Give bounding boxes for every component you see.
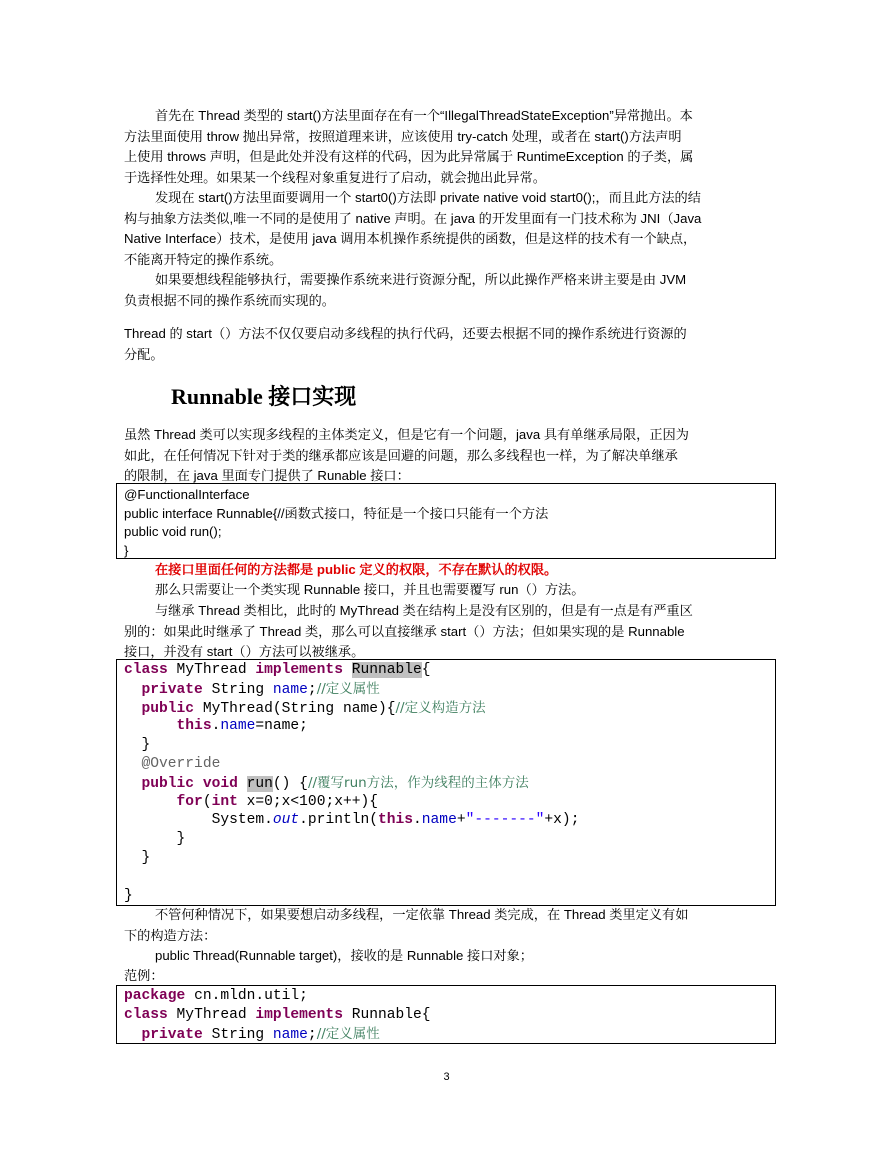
comment: //定义构造方法 xyxy=(395,699,486,716)
runnable-interface-box xyxy=(116,483,776,559)
text-line: 发现在 start()方法里面要调用一个 start0()方法即 private native void start0();，而且此方法的结 xyxy=(155,190,701,205)
text-line: 分配。 xyxy=(124,346,164,362)
code-line xyxy=(124,830,775,849)
code-text: Runnable{ xyxy=(342,1006,431,1023)
comment: //覆写run方法，作为线程的主体方法 xyxy=(307,774,529,791)
field: name xyxy=(220,718,256,735)
text-line: 首先在 Thread 类型的 start()方法里面存在有一个“IllegalThreadStateException”异常抛出。本 xyxy=(155,108,693,123)
code-text: . xyxy=(211,718,221,735)
code-text: cn.mldn.util; xyxy=(185,988,308,1004)
code-text: ; xyxy=(307,681,317,698)
comment: //定义属性 xyxy=(316,680,380,697)
code-text: MyThread(String name){ xyxy=(194,700,396,717)
code-text: () { xyxy=(272,775,308,792)
code-text: x=0;x<100;x++){ xyxy=(237,793,378,810)
text-line: Native Interface）技术，是使用 java 调用本机操作系统提供的函数，但是这样的技术有一个缺点， xyxy=(124,231,697,247)
text-line: 别的：如果此时继承了 Thread 类，那么可以直接继承 start（）方法；但如果实现的是 Runnable xyxy=(124,623,685,639)
code-line xyxy=(124,717,775,736)
annotation: @Override xyxy=(141,755,221,772)
code-line xyxy=(124,793,775,812)
text-line: 上使用 throws 声明，但是此处并没有这样的代码，因为此异常属于 RuntimeException 的子类，属 xyxy=(124,149,694,165)
section-heading: Runnable 接口实现 xyxy=(171,384,357,409)
code-line: @FunctionalInterface xyxy=(124,487,250,502)
code-line xyxy=(124,868,775,887)
text-line: 于选择性处理。如果某一个线程对象重复进行了启动，就会抛出此异常。 xyxy=(124,169,546,185)
text-line: 虽然 Thread 类可以实现多线程的主体类定义，但是它有一个问题，java 具有单继承局限，正因为 xyxy=(124,427,689,442)
code-line xyxy=(124,661,775,680)
paragraph-jvm xyxy=(124,270,778,311)
code-line xyxy=(124,987,775,1006)
public-permission-note: 在接口里面任何的方法都是 public 定义的权限，不存在默认的权限。 xyxy=(155,562,558,577)
code-text: MyThread xyxy=(167,1006,256,1023)
code-text: +x); xyxy=(544,812,580,829)
code-text: .println( xyxy=(299,812,378,829)
paragraph-implement-runnable: 那么只需要让一个类实现 Runnable 接口，并且也需要覆写 run（）方法。 xyxy=(155,582,585,597)
code-line xyxy=(124,1006,775,1025)
paragraph-compare-thread xyxy=(124,601,778,663)
keyword: package xyxy=(124,988,186,1004)
page-number: 3 xyxy=(443,1071,450,1083)
text-line: 下的构造方法： xyxy=(124,927,217,943)
code-text: ( xyxy=(202,793,212,810)
paragraph-start-exception xyxy=(124,106,778,188)
static-field: out xyxy=(272,812,300,829)
code-line xyxy=(124,887,775,906)
paragraph-start-summary xyxy=(124,324,778,365)
code-line xyxy=(124,1025,775,1044)
field: name xyxy=(272,1026,308,1043)
code-text: String xyxy=(202,681,273,698)
comment: //定义属性 xyxy=(316,1025,380,1042)
text-line: 如此，在任何情况下针对于类的继承都应该是回避的问题，那么多线程也一样，为了解决单继承 xyxy=(124,447,678,463)
code-text: System. xyxy=(211,812,273,829)
keyword: private xyxy=(141,1026,203,1043)
code-text: { xyxy=(421,662,431,678)
keyword: this xyxy=(378,812,414,829)
code-text: } xyxy=(124,887,133,904)
paragraph-single-inheritance xyxy=(124,425,778,487)
keyword: class xyxy=(124,1006,168,1023)
text-line: Thread 的 start（）方法不仅仅要启动多线程的执行代码，还要去根据不同的操作系统进行资源的 xyxy=(124,326,687,341)
code-text xyxy=(194,776,203,792)
keyword: void xyxy=(202,775,238,792)
code-line: } xyxy=(124,543,129,559)
paragraph-thread-constructor xyxy=(124,905,778,946)
code-text: } xyxy=(141,737,151,754)
keyword: private xyxy=(141,681,203,698)
keyword: int xyxy=(211,793,238,810)
paragraph-native-start0 xyxy=(124,188,778,270)
code-text: } xyxy=(176,831,186,848)
highlighted-type: Runnable xyxy=(351,662,422,678)
string-literal: "-------" xyxy=(465,812,545,829)
mythread-code-box xyxy=(116,659,776,906)
text-line: 负责根据不同的操作系统而实现的。 xyxy=(124,292,335,308)
code-text xyxy=(343,662,352,678)
text-line: 如果要想线程能够执行，需要操作系统来进行资源分配，所以此操作严格来讲主要是由 JVM xyxy=(155,272,687,287)
keyword: public xyxy=(141,775,195,792)
paragraph-constructor-signature: public Thread(Runnable target)，接收的是 Runnable 接口对象； xyxy=(155,948,533,963)
code-line xyxy=(124,774,775,793)
code-text: . xyxy=(413,812,422,829)
text-line: 的限制，在 java 里面专门提供了 Runable 接口： xyxy=(124,468,410,484)
code-text: + xyxy=(456,812,466,829)
keyword: class xyxy=(124,662,168,678)
paragraph-example-label: 范例： xyxy=(124,968,164,983)
code-line xyxy=(124,849,775,868)
code-line: public interface Runnable{//函数式接口，特征是一个接口只能有一个方法 xyxy=(124,505,549,521)
text-line: 不管何种情况下，如果要想启动多线程，一定依靠 Thread 类完成，在 Thread 类里定义有如 xyxy=(155,907,689,922)
field: name xyxy=(421,812,457,829)
keyword: public xyxy=(141,700,195,717)
text-line: 不能离开特定的操作系统。 xyxy=(124,251,283,267)
code-text xyxy=(238,776,247,792)
text-line: 接口，并没有 start（）方法可以被继承。 xyxy=(124,644,365,660)
code-line: public void run(); xyxy=(124,524,222,540)
code-line xyxy=(124,699,775,718)
keyword: for xyxy=(176,793,203,810)
highlighted-method: run xyxy=(246,775,273,792)
code-line xyxy=(124,755,775,774)
code-text: ; xyxy=(307,1026,317,1043)
keyword: this xyxy=(176,718,212,735)
code-text: =name; xyxy=(255,718,308,735)
code-text: String xyxy=(202,1026,273,1043)
example-code-box xyxy=(116,985,776,1044)
code-line xyxy=(124,811,775,830)
code-line xyxy=(124,680,775,699)
code-text: } xyxy=(141,849,151,866)
code-line xyxy=(124,736,775,755)
field: name xyxy=(272,681,308,698)
text-line: 与继承 Thread 类相比，此时的 MyThread 类在结构上是没有区别的，但是有一点是有严重区 xyxy=(155,603,693,618)
code-text: MyThread xyxy=(167,662,256,678)
keyword: implements xyxy=(255,662,343,678)
text-line: 构与抽象方法类似,唯一不同的是使用了 native 声明。在 java 的开发里面有一门技术称为 JNI（Java xyxy=(124,210,702,226)
keyword: implements xyxy=(255,1006,343,1023)
text-line: 方法里面使用 throw 抛出异常，按照道理来讲，应该使用 try-catch 处理，或者在 start()方法声明 xyxy=(124,128,682,144)
